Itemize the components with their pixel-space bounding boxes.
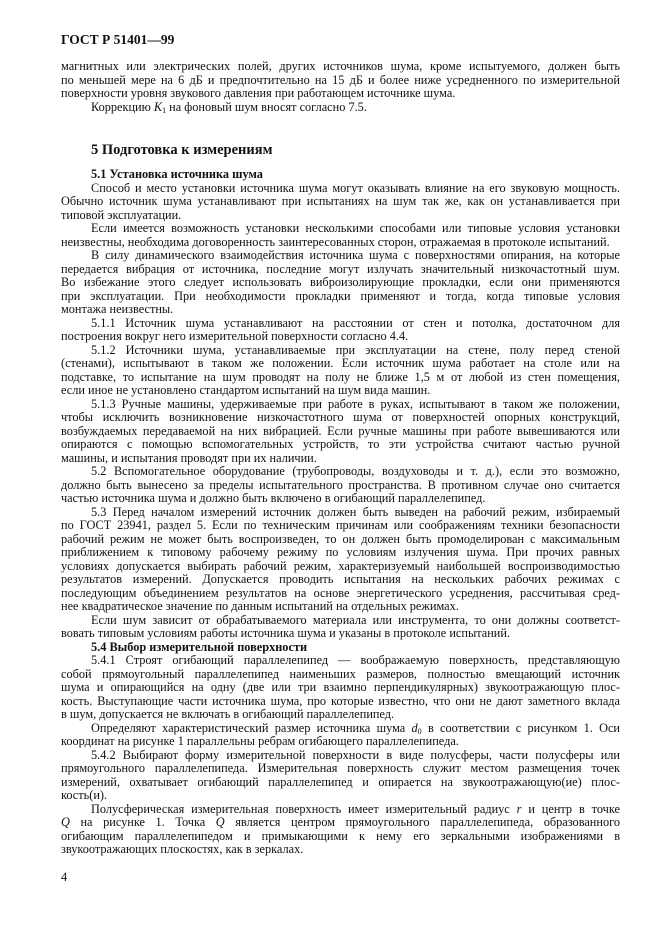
text-line: собой прямоугольный параллелепипед наименьших размеров, полностью вмещающий источник bbox=[61, 666, 620, 681]
text-line: Способ и место установки источника шума могут оказывать влияние на его звуковую мощность. bbox=[91, 180, 620, 195]
paragraph bbox=[61, 398, 620, 466]
text-line: 5.1.3 Ручные машины, удерживаемые при работе в руках, испытывают в таком же положении, bbox=[91, 396, 620, 411]
text-line: Если шум зависит от обрабатываемого материала или инструмента, то они должны соответст- bbox=[91, 612, 620, 627]
paragraph bbox=[61, 749, 620, 803]
text-line: измерений, охватывает огибающий параллелепипед и опирается на звукоотражающую(ие) плос- bbox=[61, 774, 620, 789]
paragraph bbox=[61, 722, 620, 749]
text-line: должно быть вынесено за пределы испытательного пространства. В противном случае оно считается bbox=[61, 477, 620, 492]
paragraph bbox=[61, 249, 620, 317]
subsection-heading: 5.4 Выбор измерительной поверхности bbox=[91, 639, 308, 654]
text-segment: и центр в точке bbox=[521, 801, 620, 816]
text-segment: является центром прямоугольного параллелепипеда, образованного bbox=[224, 815, 620, 829]
text-segment: в соответствии с рисунком 1. Оси bbox=[421, 720, 620, 735]
text-segment: Определяют характеристический размер источника шума bbox=[91, 720, 412, 735]
document-header: ГОСТ Р 51401—99 bbox=[61, 32, 175, 47]
paragraph bbox=[61, 317, 620, 344]
text-line: 5.3 Перед началом измерений источник должен быть выведен на рабочий режим, избираемый bbox=[91, 504, 620, 519]
text-line: результатов измерений. Допускается проводить испытания на нескольких рабочих режимах с bbox=[61, 572, 620, 586]
text-line: координат на рисунке 1 параллельны ребрам огибающего параллелепипеда. bbox=[61, 734, 459, 748]
page-number: 4 bbox=[61, 870, 68, 884]
text-line: частью источника шума и должно быть включено в огибающий параллелепипед. bbox=[61, 491, 486, 505]
paragraph bbox=[61, 182, 620, 223]
text-line: нее квадратическое значение по данным испытаний на отдельных режимах. bbox=[61, 599, 459, 613]
text-line: опираются с помощью вспомогательных устройств, то эти устройства считают частью ручной bbox=[61, 437, 620, 451]
math-symbol: K bbox=[153, 99, 163, 114]
text-line: передается вибрация от источника, последние могут излучать значительный низкочастотный шум. bbox=[61, 261, 620, 276]
paragraph bbox=[61, 101, 620, 115]
text-line: (стенами), испытывают в таком же положении. Если источник шума работает на столе или на bbox=[61, 356, 620, 370]
text-line: поверхности уровня звукового давления при работающем источнике шума. bbox=[61, 86, 456, 100]
text-segment: Полусферическая измерительная поверхность имеет измерительный радиус bbox=[91, 801, 517, 816]
paragraph bbox=[61, 803, 620, 857]
paragraph bbox=[61, 654, 620, 722]
text-line: звукоотражающих плоскостях, как в зеркалах. bbox=[61, 842, 304, 856]
subscript: 0 bbox=[417, 726, 422, 736]
text-line: последующим объединением результатов на основе энергетического усреднения, рассчитывая сред- bbox=[61, 585, 620, 600]
text-line: приближением к типовому рабочему режиму по условиям излучения шума. При прочих равных bbox=[61, 545, 620, 559]
text-line: прямоугольного параллелепипеда. Измерительная поверхность служит местом размещения точек bbox=[61, 761, 620, 775]
text-line: 5.4.2 Выбирают форму измерительной поверхности в виде полусферы, части полусферы или bbox=[91, 747, 620, 762]
text-line: шума и опирающийся на одну (две или три взаимно перпендикулярных) звукоотражающую плос- bbox=[61, 680, 620, 694]
text-line bbox=[61, 101, 620, 115]
document-body bbox=[61, 60, 620, 857]
text-line bbox=[61, 722, 620, 736]
text-line: В силу динамического взаимодействия источника шума с поверхностями опирания, на которые bbox=[91, 248, 620, 262]
text-line: условиях допускается выбирать рабочий режим, характеризуемый наибольшей воспроизводимостью bbox=[61, 558, 620, 573]
text-line: Во избежание этого следует использовать виброизолирующие прокладки, если они применяются bbox=[61, 275, 620, 289]
text-line bbox=[61, 816, 620, 830]
text-line: Если имеется возможность установки несколькими способами или типовые условия установки bbox=[91, 221, 620, 235]
text-line: 5.1.1 Источник шума устанавливают на расстоянии от стен и потолка, достаточном для bbox=[91, 315, 620, 330]
text-line: магнитных или электрических полей, других источников шума, кроме испытуемого, должен быть bbox=[61, 59, 620, 73]
text-line bbox=[61, 803, 620, 817]
text-line: 5.4.1 Строят огибающий параллелепипед — воображаемую поверхность, представляющую bbox=[91, 653, 620, 667]
text-line: в шум, допускается не включать в огибающий параллелепипед. bbox=[61, 707, 395, 721]
text-line: при эксплуатации. При необходимости прокладки применяют и тогда, когда типовые условия bbox=[61, 288, 620, 303]
text-line: 5.2 Вспомогательное оборудование (трубопроводы, воздуховоды и т. д.), если это возможно, bbox=[91, 464, 620, 478]
text-line: подставке, то испытание на шум проводят на полу не ближе 1,5 м от любой из стен помещения, bbox=[61, 369, 620, 384]
text-line: огибающим параллелепипедом и примыкающими к нему его зеркальными изображениями в bbox=[61, 828, 620, 843]
text-line: типовой эксплуатации. bbox=[61, 207, 182, 222]
text-line: по меньшей мере на 6 дБ и предпочтительно на 15 дБ и более ниже усредненного по измерительной bbox=[61, 72, 620, 87]
subscript: 1 bbox=[162, 105, 167, 115]
text-line: чтобы исключить возникновение низкочастотного шума от поверхностей опорных конструкций, bbox=[61, 410, 620, 424]
paragraph bbox=[61, 614, 620, 641]
paragraph bbox=[61, 344, 620, 398]
text-line: по ГОСТ 23941, раздел 5. Если по техническим причинам или соображениям техники безопасности bbox=[61, 518, 620, 532]
text-line: монтажа неизвестны. bbox=[61, 302, 174, 316]
text-line: построения вокруг него измерительной поверхности согласно 4.4. bbox=[61, 329, 409, 343]
text-line: если иное не установлено стандартом испытаний на шум вида машин. bbox=[61, 383, 431, 397]
text-segment: на фоновый шум вносят согласно 7.5. bbox=[166, 99, 367, 114]
math-symbol: r bbox=[516, 801, 522, 816]
paragraph bbox=[61, 60, 620, 101]
text-line: машины, и испытания проводят при их наличии. bbox=[61, 450, 317, 465]
math-symbol: Q bbox=[61, 815, 70, 829]
text-line: рабочий режим не может быть воспроизведен, то он должен быть промоделирован с максимальным bbox=[61, 531, 620, 546]
text-line: возбуждаемых передаваемой на них вибрацией. Если ручные машины при работе вывешиваются или bbox=[61, 423, 620, 438]
text-line: кость. Выступающие части источника шума, про которые известно, что они не дают заметного вклада bbox=[61, 693, 620, 708]
math-symbol: d bbox=[411, 720, 418, 735]
section-heading: 5 Подготовка к измерениям bbox=[91, 142, 273, 158]
paragraph bbox=[61, 506, 620, 614]
math-symbol: Q bbox=[215, 815, 225, 829]
text-line: Обычно источник шума устанавливают при испытаниях на шум так же, как он устанавливается при bbox=[61, 194, 620, 208]
text-line: неизвестны, необходима договоренность заинтересованных сторон, отражаемая в протоколе испытаний. bbox=[61, 234, 610, 249]
text-segment: на рисунке 1. Точка bbox=[69, 815, 216, 829]
paragraph bbox=[61, 465, 620, 506]
text-segment: Коррекцию bbox=[91, 99, 154, 114]
text-line: вовать типовым условиям работы источника шума и указаны в протоколе испытаний. bbox=[61, 626, 511, 640]
text-line: кость(и). bbox=[61, 788, 108, 802]
text-line: 5.1.2 Источники шума, устанавливаемые при эксплуатации на стене, полу перед стеной bbox=[91, 342, 620, 357]
subsection-heading: 5.1 Установка источника шума bbox=[91, 167, 263, 181]
paragraph bbox=[61, 222, 620, 249]
